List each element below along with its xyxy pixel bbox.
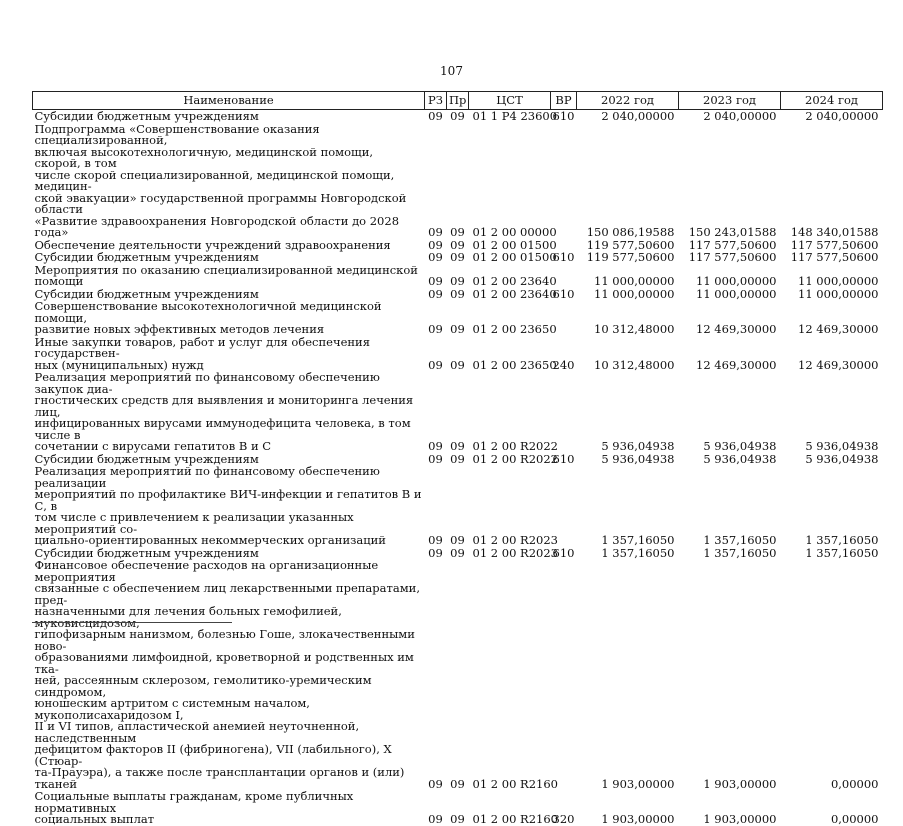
- header-pr: Пр: [447, 92, 469, 110]
- row-name: Субсидии бюджетным учреждениям: [34, 451, 259, 466]
- row-name: Реализация мероприятий по финансовому обеспечению закупок диа- гностических средств для выявления и мониторинга лечения лиц, инфицированных вирусами иммунодефицита человека, в том числе в сочетании с вирусами гепатитов В и С: [34, 370, 414, 453]
- footer-divider: [32, 622, 232, 623]
- row-cst: 01 2 00 R2022: [472, 451, 558, 466]
- row-2022: 1 903,00000: [601, 812, 675, 826]
- row-vr: 610: [552, 109, 575, 123]
- row-2022: 11 000,00000: [594, 274, 675, 288]
- row-rz: 09: [428, 545, 443, 560]
- row-2022: 5 936,04938: [601, 451, 675, 466]
- row-2022: 119 577,50600: [586, 237, 675, 252]
- row-rz: 09: [428, 237, 443, 252]
- row-2024: 117 577,50600: [790, 250, 879, 264]
- row-2023: 11 000,00000: [696, 274, 777, 288]
- row-2022: 1 357,16050: [601, 533, 675, 547]
- row-rz: 09: [428, 322, 443, 336]
- row-2022: 11 000,00000: [594, 286, 675, 301]
- row-2024: 0,00000: [830, 776, 879, 791]
- row-cst: 01 2 00 23640: [472, 274, 557, 288]
- row-rz: 09: [428, 225, 443, 239]
- row-2022: 1 357,16050: [601, 545, 675, 560]
- row-pr: 09: [450, 286, 465, 301]
- row-pr: 09: [450, 109, 465, 123]
- row-2022: 119 577,50600: [586, 250, 675, 264]
- row-name: Субсидии бюджетным учреждениям: [34, 250, 259, 264]
- row-cst: 01 2 00 01500: [472, 250, 557, 264]
- row-cst: 01 2 00 R2023: [472, 533, 558, 547]
- row-2023: 5 936,04938: [703, 439, 777, 453]
- table-row: [33, 790, 883, 826]
- row-vr: 610: [552, 545, 575, 560]
- row-2024: 12 469,30000: [798, 322, 879, 336]
- table-row: [33, 264, 883, 288]
- row-vr: [551, 123, 577, 239]
- row-pr: 09: [450, 439, 465, 453]
- table-row: [33, 110, 883, 123]
- row-vr: 320: [552, 812, 575, 826]
- row-2024: 11 000,00000: [798, 286, 879, 301]
- header-name: Наименование: [33, 92, 425, 110]
- row-2023: 12 469,30000: [696, 322, 777, 336]
- row-2024: 1 357,16050: [805, 533, 879, 547]
- row-pr: 09: [450, 274, 465, 288]
- row-name: Реализация мероприятий по финансовому обеспечению реализации мероприятий по профилактике ВИЧ-инфекции и гепатитов В и С, в том числе с привлечением к реализации указанных мероприятий со- циально-ориентированных некоммерческих организаций: [34, 464, 422, 547]
- row-2023: 1 357,16050: [703, 533, 777, 547]
- row-vr: 240: [552, 357, 575, 372]
- row-2024: 12 469,30000: [798, 357, 879, 372]
- row-pr: 09: [450, 776, 465, 791]
- row-2023: 117 577,50600: [688, 250, 777, 264]
- row-name: Субсидии бюджетным учреждениям: [34, 109, 259, 123]
- row-cst: 01 2 00 00000: [472, 225, 557, 239]
- row-2024: 5 936,04938: [805, 439, 879, 453]
- header-cst: ЦСТ: [469, 92, 551, 110]
- row-name: Субсидии бюджетным учреждениям: [34, 286, 259, 301]
- budget-table: [32, 91, 883, 826]
- row-2024: 0,00000: [830, 812, 879, 826]
- header-2024: 2024 год: [781, 92, 883, 110]
- row-2024: 5 936,04938: [805, 451, 879, 466]
- table-row: [33, 559, 883, 790]
- row-2023: 1 903,00000: [703, 776, 777, 791]
- row-2023: 1 357,16050: [703, 545, 777, 560]
- row-pr: 09: [450, 533, 465, 547]
- row-2022: 10 312,48000: [594, 322, 675, 336]
- row-name: Иные закупки товаров, работ и услуг для обеспечения государствен- ных (муниципальных) нужд: [34, 334, 370, 372]
- row-pr: 09: [450, 225, 465, 239]
- row-2023: 117 577,50600: [688, 237, 777, 252]
- row-vr: 610: [552, 451, 575, 466]
- row-rz: 09: [428, 812, 443, 826]
- row-cst: 01 2 00 R2023: [472, 545, 558, 560]
- row-vr: [551, 559, 577, 790]
- row-2022: 1 903,00000: [601, 776, 675, 791]
- table-row: [33, 371, 883, 453]
- row-pr: 09: [450, 357, 465, 372]
- table-row: [33, 465, 883, 547]
- row-rz: 09: [428, 274, 443, 288]
- row-pr: 09: [450, 250, 465, 264]
- row-rz: 09: [428, 776, 443, 791]
- row-2023: 12 469,30000: [696, 357, 777, 372]
- header-rz: РЗ: [425, 92, 447, 110]
- row-2024: 1 357,16050: [805, 545, 879, 560]
- row-vr: 610: [552, 250, 575, 264]
- row-cst: 01 2 00 R2160: [472, 812, 558, 826]
- row-2023: 11 000,00000: [696, 286, 777, 301]
- row-cst: 01 1 Р4 23600: [472, 109, 558, 123]
- table-header: [33, 92, 883, 110]
- row-pr: 09: [450, 451, 465, 466]
- row-name: Финансовое обеспечение расходов на организационные мероприятия связанные с обеспечением лиц лекарственными препаратами, пред- назначенными для лечения больных гемофилией, муковисцидозом, гипофизарным нанизмом, болезнью Гоше, злокачественными ново- образованиями лимфоидной, кроветворной и родственных им тка- ней, рассеянным склерозом, гемолитико-уремическим синдромом, юношеским артритом с системным началом, мукополисахаридозом I, II и VI типов, апластической анемией неуточненной, наследственным дефицитом факторов II (фибриногена), VII (лабильного), X (Стюар- та-Прауэра), а также после трансплантации органов и (или) тканей: [34, 558, 420, 791]
- row-pr: 09: [450, 322, 465, 336]
- row-cst: 01 2 00 01500: [472, 237, 557, 252]
- row-2023: 2 040,00000: [703, 109, 777, 123]
- row-cst: 01 2 00 23650: [472, 322, 557, 336]
- row-rz: 09: [428, 533, 443, 547]
- row-name: Мероприятия по оказанию специализированной медицинской помощи: [34, 262, 418, 288]
- header-2022: 2022 год: [577, 92, 679, 110]
- row-vr: 610: [552, 286, 575, 301]
- row-rz: 09: [428, 250, 443, 264]
- table-row: [33, 300, 883, 336]
- row-rz: 09: [428, 286, 443, 301]
- row-cst: 01 2 00 23640: [472, 286, 557, 301]
- row-pr: 09: [450, 545, 465, 560]
- row-rz: 09: [428, 451, 443, 466]
- row-2024: 117 577,50600: [790, 237, 879, 252]
- header-2023: 2023 год: [679, 92, 781, 110]
- row-2023: 5 936,04938: [703, 451, 777, 466]
- row-name: Субсидии бюджетным учреждениям: [34, 545, 259, 560]
- row-2024: 11 000,00000: [798, 274, 879, 288]
- row-name: Социальные выплаты гражданам, кроме публичных нормативных социальных выплат: [34, 789, 354, 826]
- row-name: Совершенствование высокотехнологичной медицинской помощи, развитие новых эффективных методов лечения: [34, 299, 382, 336]
- row-name: Подпрограмма «Совершенствование оказания специализированной, включая высокотехнологичную, медицинской помощи, скорой, в том числе скорой специализированной, медицинской помощи, медицин- ской эвакуации» государственной программы Новгородской области «Развитие здравоохранения Новгородской области до 2028 года»: [34, 121, 407, 239]
- row-name: Обеспечение деятельности учреждений здравоохранения: [34, 237, 391, 252]
- row-2022: 150 086,19588: [586, 225, 675, 239]
- row-pr: 09: [450, 237, 465, 252]
- row-cst: 01 2 00 23650: [472, 357, 557, 372]
- row-2023: 1 903,00000: [703, 812, 777, 826]
- row-rz: 09: [428, 109, 443, 123]
- row-2022: 5 936,04938: [601, 439, 675, 453]
- header-vr: ВР: [551, 92, 577, 110]
- row-2024: 148 340,01588: [790, 225, 879, 239]
- row-cst: 01 2 00 R2022: [472, 439, 558, 453]
- row-2022: 10 312,48000: [594, 357, 675, 372]
- row-2024: 2 040,00000: [805, 109, 879, 123]
- row-2022: 2 040,00000: [601, 109, 675, 123]
- row-rz: 09: [428, 357, 443, 372]
- row-rz: 09: [428, 439, 443, 453]
- row-pr: 09: [450, 812, 465, 826]
- table-row: [33, 336, 883, 372]
- row-2023: 150 243,01588: [688, 225, 777, 239]
- table-body: [33, 110, 883, 826]
- table-row: [33, 251, 883, 264]
- row-cst: 01 2 00 R2160: [472, 776, 558, 791]
- page-number: 107: [440, 64, 463, 78]
- table-row: [33, 123, 883, 239]
